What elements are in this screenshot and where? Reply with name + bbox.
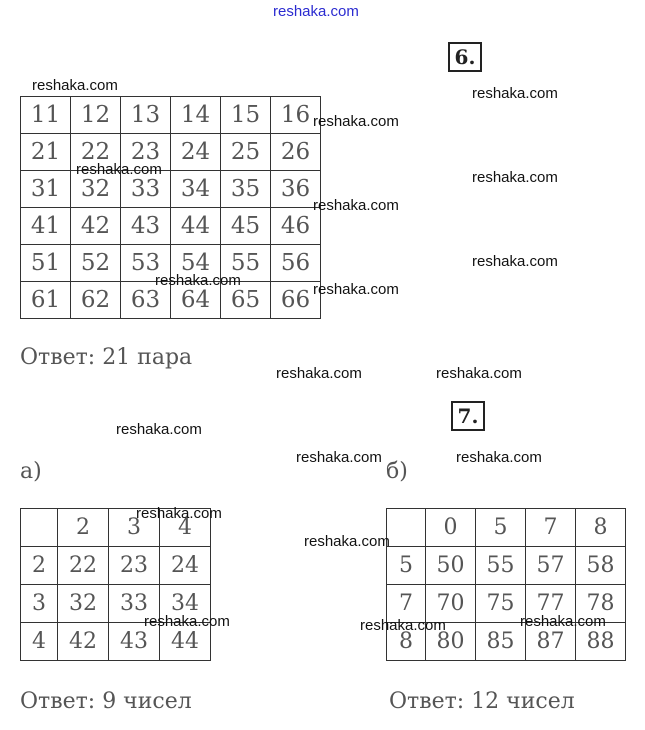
table-cell: 62 [71,282,121,319]
table-cell: 33 [121,171,171,208]
table-cell: 4 [21,623,58,661]
table-cell: 36 [271,171,321,208]
part-a-answer: Ответ: 9 чисел [20,689,192,714]
table-cell: 3 [109,509,160,547]
table-cell: 11 [21,97,71,134]
task-6-answer: Ответ: 21 пара [20,345,193,370]
watermark: reshaka.com [313,281,399,298]
table-row [21,208,321,245]
table-cell: 75 [476,585,526,623]
table-cell: 34 [171,171,221,208]
table-cell: 80 [426,623,476,661]
table-row [387,547,626,585]
watermark: reshaka.com [276,365,362,382]
table-cell: 66 [271,282,321,319]
watermark: reshaka.com [144,613,230,630]
table-cell: 25 [221,134,271,171]
table-cell: 16 [271,97,321,134]
table-cell: 70 [426,585,476,623]
task-7-number: 7. [451,401,485,431]
table-cell: 65 [221,282,271,319]
table-cell: 57 [526,547,576,585]
part-b-table [386,508,626,661]
table-cell: 55 [476,547,526,585]
table-cell: 85 [476,623,526,661]
watermark: reshaka.com [472,169,558,186]
part-b-answer: Ответ: 12 чисел [389,689,575,714]
table-cell: 61 [21,282,71,319]
table-cell: 2 [58,509,109,547]
table-cell: 13 [121,97,171,134]
table-cell: 2 [21,547,58,585]
table-cell: 42 [71,208,121,245]
table-cell: 58 [576,547,626,585]
watermark: reshaka.com [296,449,382,466]
watermark: reshaka.com [116,421,202,438]
table-cell: 33 [109,585,160,623]
watermark: reshaka.com [313,197,399,214]
watermark: reshaka.com [456,449,542,466]
table-cell: 4 [160,509,211,547]
watermark: reshaka.com [155,272,241,289]
watermark: reshaka.com [313,113,399,130]
watermark: reshaka.com [436,365,522,382]
watermark: reshaka.com [520,613,606,630]
watermark: reshaka.com [360,617,446,634]
table-cell: 78 [576,585,626,623]
table-row [21,97,321,134]
table-row [21,171,321,208]
table-cell: 22 [58,547,109,585]
table-cell: 32 [58,585,109,623]
table-cell: 34 [160,585,211,623]
table-cell: 50 [426,547,476,585]
table-row [21,547,211,585]
table-cell: 87 [526,623,576,661]
table-cell: 26 [271,134,321,171]
table-cell: 44 [171,208,221,245]
watermark: reshaka.com [32,77,118,94]
table-cell: 56 [271,245,321,282]
table-cell: 8 [387,623,426,661]
table-cell: 31 [21,171,71,208]
watermark: reshaka.com [76,161,162,178]
table-cell: 21 [21,134,71,171]
table-cell: 23 [109,547,160,585]
table-cell: 7 [387,585,426,623]
part-a-table [20,508,211,661]
watermark: reshaka.com [472,85,558,102]
table-cell: 5 [476,509,526,547]
table-cell: 45 [221,208,271,245]
table-cell: 55 [221,245,271,282]
table-cell: 53 [121,245,171,282]
table-cell: 24 [171,134,221,171]
table-cell: 63 [121,282,171,319]
table-cell: 44 [160,623,211,661]
table-cell: 32 [71,171,121,208]
table-row [387,509,626,547]
table-cell [21,509,58,547]
table-cell: 52 [71,245,121,282]
table-cell: 12 [71,97,121,134]
table-cell: 5 [387,547,426,585]
table-cell: 77 [526,585,576,623]
table-cell: 43 [109,623,160,661]
table-cell: 35 [221,171,271,208]
table-cell: 88 [576,623,626,661]
table-cell: 42 [58,623,109,661]
table-cell: 51 [21,245,71,282]
table-cell: 24 [160,547,211,585]
part-a-label: а) [20,459,42,484]
table-cell: 0 [426,509,476,547]
table-cell: 23 [121,134,171,171]
watermark-top: reshaka.com [273,3,359,20]
part-b-label: б) [386,459,408,484]
table-cell [387,509,426,547]
table-cell: 7 [526,509,576,547]
table-cell: 15 [221,97,271,134]
table-cell: 43 [121,208,171,245]
watermark: reshaka.com [136,505,222,522]
table-cell: 3 [21,585,58,623]
table-cell: 46 [271,208,321,245]
table-cell: 8 [576,509,626,547]
table-cell: 64 [171,282,221,319]
table-cell: 14 [171,97,221,134]
table-cell: 41 [21,208,71,245]
table-cell: 22 [71,134,121,171]
watermark: reshaka.com [304,533,390,550]
watermark: reshaka.com [472,253,558,270]
table-cell: 54 [171,245,221,282]
table-row [21,134,321,171]
task-6-number: 6. [448,42,482,72]
